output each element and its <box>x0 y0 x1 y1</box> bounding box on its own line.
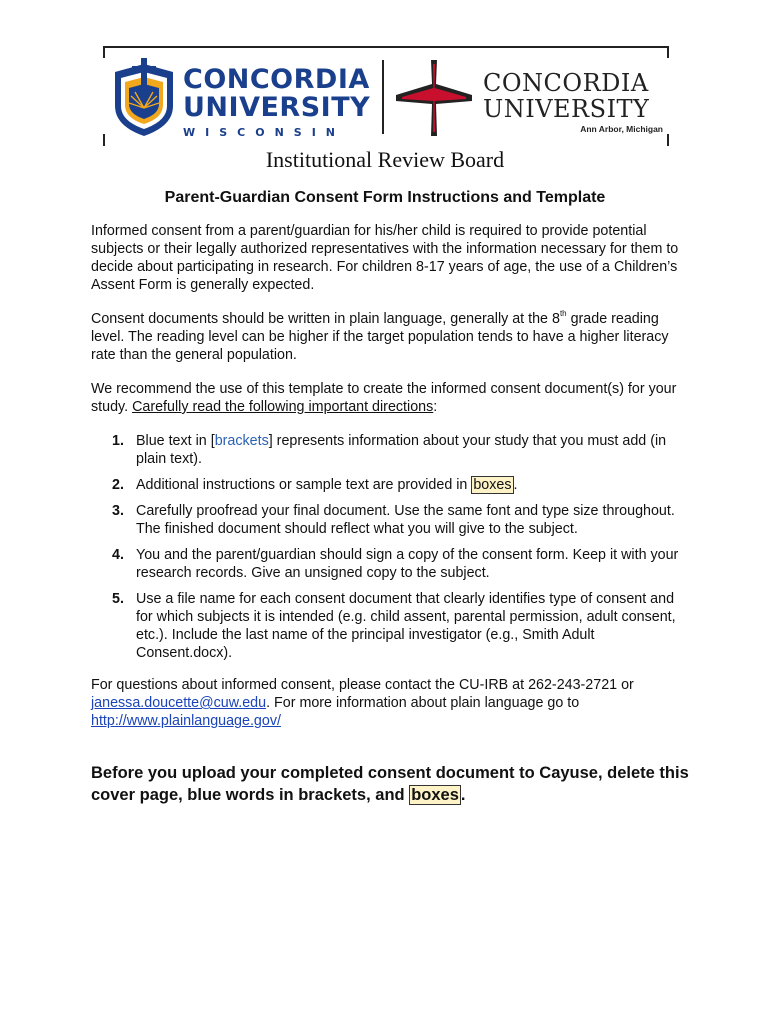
cuaa-line1: CONCORDIA <box>483 69 649 97</box>
list-item-number: 2. <box>112 477 124 493</box>
item1-after: ] represents information about your study that you must add (in plain text). <box>136 433 667 467</box>
cuw-wordmark <box>183 66 379 139</box>
template-paragraph <box>91 380 681 416</box>
banner-left-tick <box>103 46 105 58</box>
p2-after: grade reading level. The reading level can be higher if the target population tends to have a higher literacy rate than the general population. <box>91 311 669 363</box>
contact-before: For questions about informed consent, please contact the CU-IRB at 262-243-2721 or <box>91 677 634 693</box>
plain-language-link[interactable]: http://www.plainlanguage.gov/ <box>91 713 281 729</box>
list-item-number: 3. <box>112 503 124 519</box>
brackets-sample: brackets <box>214 433 269 449</box>
cuw-line2: UNIVERSITY <box>183 92 371 123</box>
list-item-number: 1. <box>112 433 124 449</box>
list-item-number: 5. <box>112 591 124 607</box>
item5-text: Use a file name for each consent document that clearly identifies type of consent and for which subjects it is intended (e.g. child assent, parental permission, adult consent, etc.). Include the last name of the principal investigator (e.g., Smith Adult Consent.docx). <box>136 591 676 661</box>
final-boxes-sample: boxes <box>411 786 459 804</box>
cuw-shield-logo-icon <box>111 58 177 138</box>
list-item-number: 4. <box>112 547 124 563</box>
item4-text: You and the parent/guardian should sign a copy of the consent form. Keep it with your research records. Give an unsigned copy to the subject. <box>136 547 679 581</box>
list-item <box>91 590 681 662</box>
banner-top-border <box>103 46 669 48</box>
boxes-sample: boxes <box>473 477 512 493</box>
cuaa-line2: UNIVERSITY <box>483 95 650 123</box>
p2-before: Consent documents should be written in plain language, generally at the 8 <box>91 311 560 327</box>
final-before: Before you upload your completed consent document to Cayuse, delete this cover page, blue words in brackets, and <box>91 764 689 804</box>
irb-title: Institutional Review Board <box>265 147 505 172</box>
header-banner <box>103 46 669 146</box>
item2-before: Additional instructions or sample text are provided in <box>136 477 472 493</box>
list-item <box>91 476 681 494</box>
list-item <box>91 546 681 582</box>
contact-email-link[interactable]: janessa.doucette@cuw.edu <box>91 695 267 711</box>
contact-paragraph <box>91 676 681 730</box>
item2-after: . <box>513 477 518 493</box>
banner-right-bottom-tick <box>667 134 669 146</box>
cuw-line3: WISCONSIN <box>183 126 345 139</box>
cuw-line1: CONCORDIA <box>183 64 370 95</box>
p2-superscript: th <box>559 309 567 318</box>
list-item <box>91 502 681 538</box>
logo-divider <box>382 60 384 134</box>
p3-before: We recommend the use of this template to create the informed consent document(s) for your study. <box>91 381 677 415</box>
final-note <box>91 762 691 806</box>
instructions-body <box>91 222 681 746</box>
p3-after: : <box>433 399 438 415</box>
item3-text: Carefully proofread your final document. Use the same font and type size throughout. The finished document should reflect what you will give to the subject. <box>136 503 675 537</box>
directions-list <box>91 432 681 662</box>
cuaa-location: Ann Arbor, Michigan <box>580 124 663 134</box>
list-item <box>91 432 681 468</box>
banner-right-tick <box>667 46 669 58</box>
cuaa-wordmark <box>483 70 673 134</box>
contact-middle: . For more information about plain language go to <box>266 695 580 711</box>
plain-language-paragraph <box>91 310 681 364</box>
form-title: Parent-Guardian Consent Form Instructions and Template <box>164 189 606 206</box>
p3-underlined: Carefully read the following important directions <box>132 399 434 415</box>
cuaa-cross-logo-icon <box>394 58 474 138</box>
intro-paragraph: Informed consent from a parent/guardian for his/her child is required to provide potential subjects or their legally authorized representatives with the information necessary for them to decide about participating in research. For children 8-17 years of age, the use of a Children’s Assent Form is generally expected. <box>91 223 679 293</box>
item1-before: Blue text in [ <box>136 433 215 449</box>
final-after: . <box>460 786 466 804</box>
banner-left-bottom-tick <box>103 134 105 146</box>
